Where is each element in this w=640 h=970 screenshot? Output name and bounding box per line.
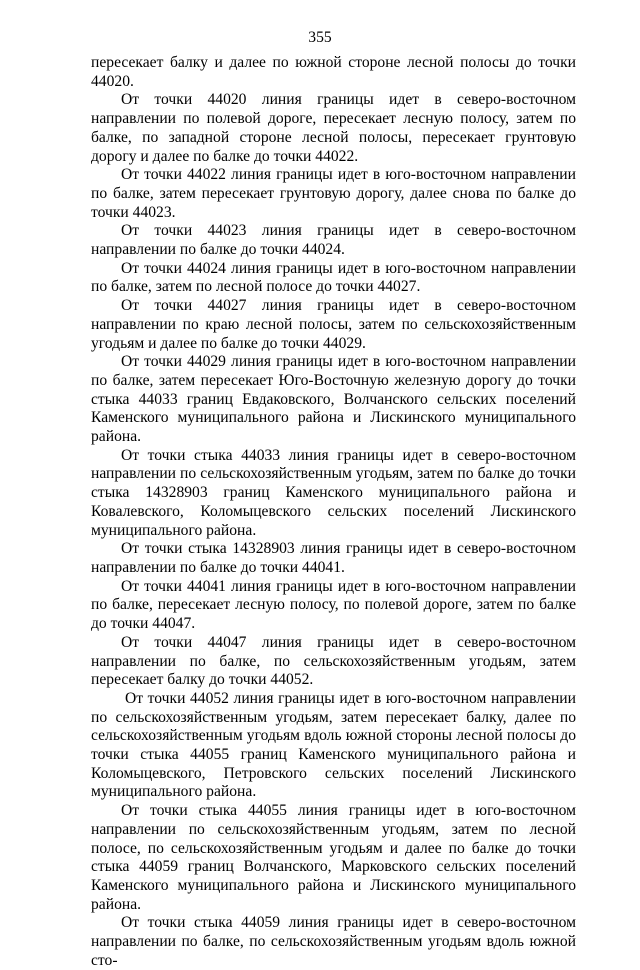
paragraph-2: От точки 44020 линия границы идет в северо-восточном направлении по полевой дороге, пересекает лесную полосу, затем по балке, по западной стороне лесной полосы, пересекает грунтовую дорогу и далее по балке до точки 44022.: [91, 91, 576, 165]
paragraph-6: От точки 44027 линия границы идет в северо-восточном направлении по краю лесной полосы, затем по сельскохозяйственным угодьям и далее по балке до точки 44029.: [91, 297, 576, 352]
paragraph-7: От точки 44029 линия границы идет в юго-восточном направлении по балке, затем пересекает Юго-Восточную железную дорогу до точки стыка 44033 границ Евдаковского, Волчанского сельских поселений Каменского муниципального района и Лискинского муниципального района.: [91, 353, 576, 446]
paragraph-1: пересекает балку и далее по южной стороне лесной полосы до точки 44020.: [91, 54, 576, 90]
paragraph-3: От точки 44022 линия границы идет в юго-восточном направлении по балке, затем пересекает грунтовую дорогу, далее снова по балке до точки 44023.: [91, 166, 576, 221]
paragraph-13: От точки стыка 44055 линия границы идет в юго-восточном направлении по сельскохозяйственным угодьям, затем по лесной полосе, по сельскохозяйственным угодьям и далее по балке до точки стыка 44059 границ Волчанского, Марковского сельских поселений Каменского муниципального района и Лискинского муниципального района.: [91, 802, 576, 913]
paragraph-9: От точки стыка 14328903 линия границы идет в северо-восточном направлении по балке до точки 44041.: [91, 540, 576, 576]
paragraph-4: От точки 44023 линия границы идет в северо-восточном направлении по балке до точки 44024.: [91, 222, 576, 259]
paragraph-5: От точки 44024 линия границы идет в юго-восточном направлении по балке, затем по лесной полосе до точки 44027.: [91, 259, 576, 296]
document-body: [91, 54, 576, 970]
paragraph-12: От точки 44052 линия границы идет в юго-восточном направлении по сельскохозяйственным угодьям, затем пересекает балку, далее по сельскохозяйственным угодьям вдоль южной стороны лесной полосы до точки стыка 44055 границ Каменского муниципального района и Коломыцевского, Петровского сельских поселений Лискинского муниципального района.: [91, 689, 576, 801]
paragraph-10: От точки 44041 линия границы идет в юго-восточном направлении по балке, пересекает лесную полосу, по полевой дороге, затем по балке до точки 44047.: [91, 577, 576, 633]
paragraph-14: От точки стыка 44059 линия границы идет в северо-восточном направлении по балке, по сельскохозяйственным угодьям вдоль южной сто-: [91, 914, 576, 969]
paragraph-11: От точки 44047 линия границы идет в северо-восточном направлении по балке, по сельскохозяйственным угодьям, затем пересекает балку до точки 44052.: [91, 633, 576, 689]
paragraph-8: От точки стыка 44033 линия границы идет в северо-восточном направлении по сельскохозяйственным угодьям, затем по балке до точки стыка 14328903 границ Каменского муниципального района и Ковалевского, Коломыцевского сельских поселений Лискинского муниципального района.: [91, 446, 576, 539]
page-number: 355: [308, 29, 332, 46]
